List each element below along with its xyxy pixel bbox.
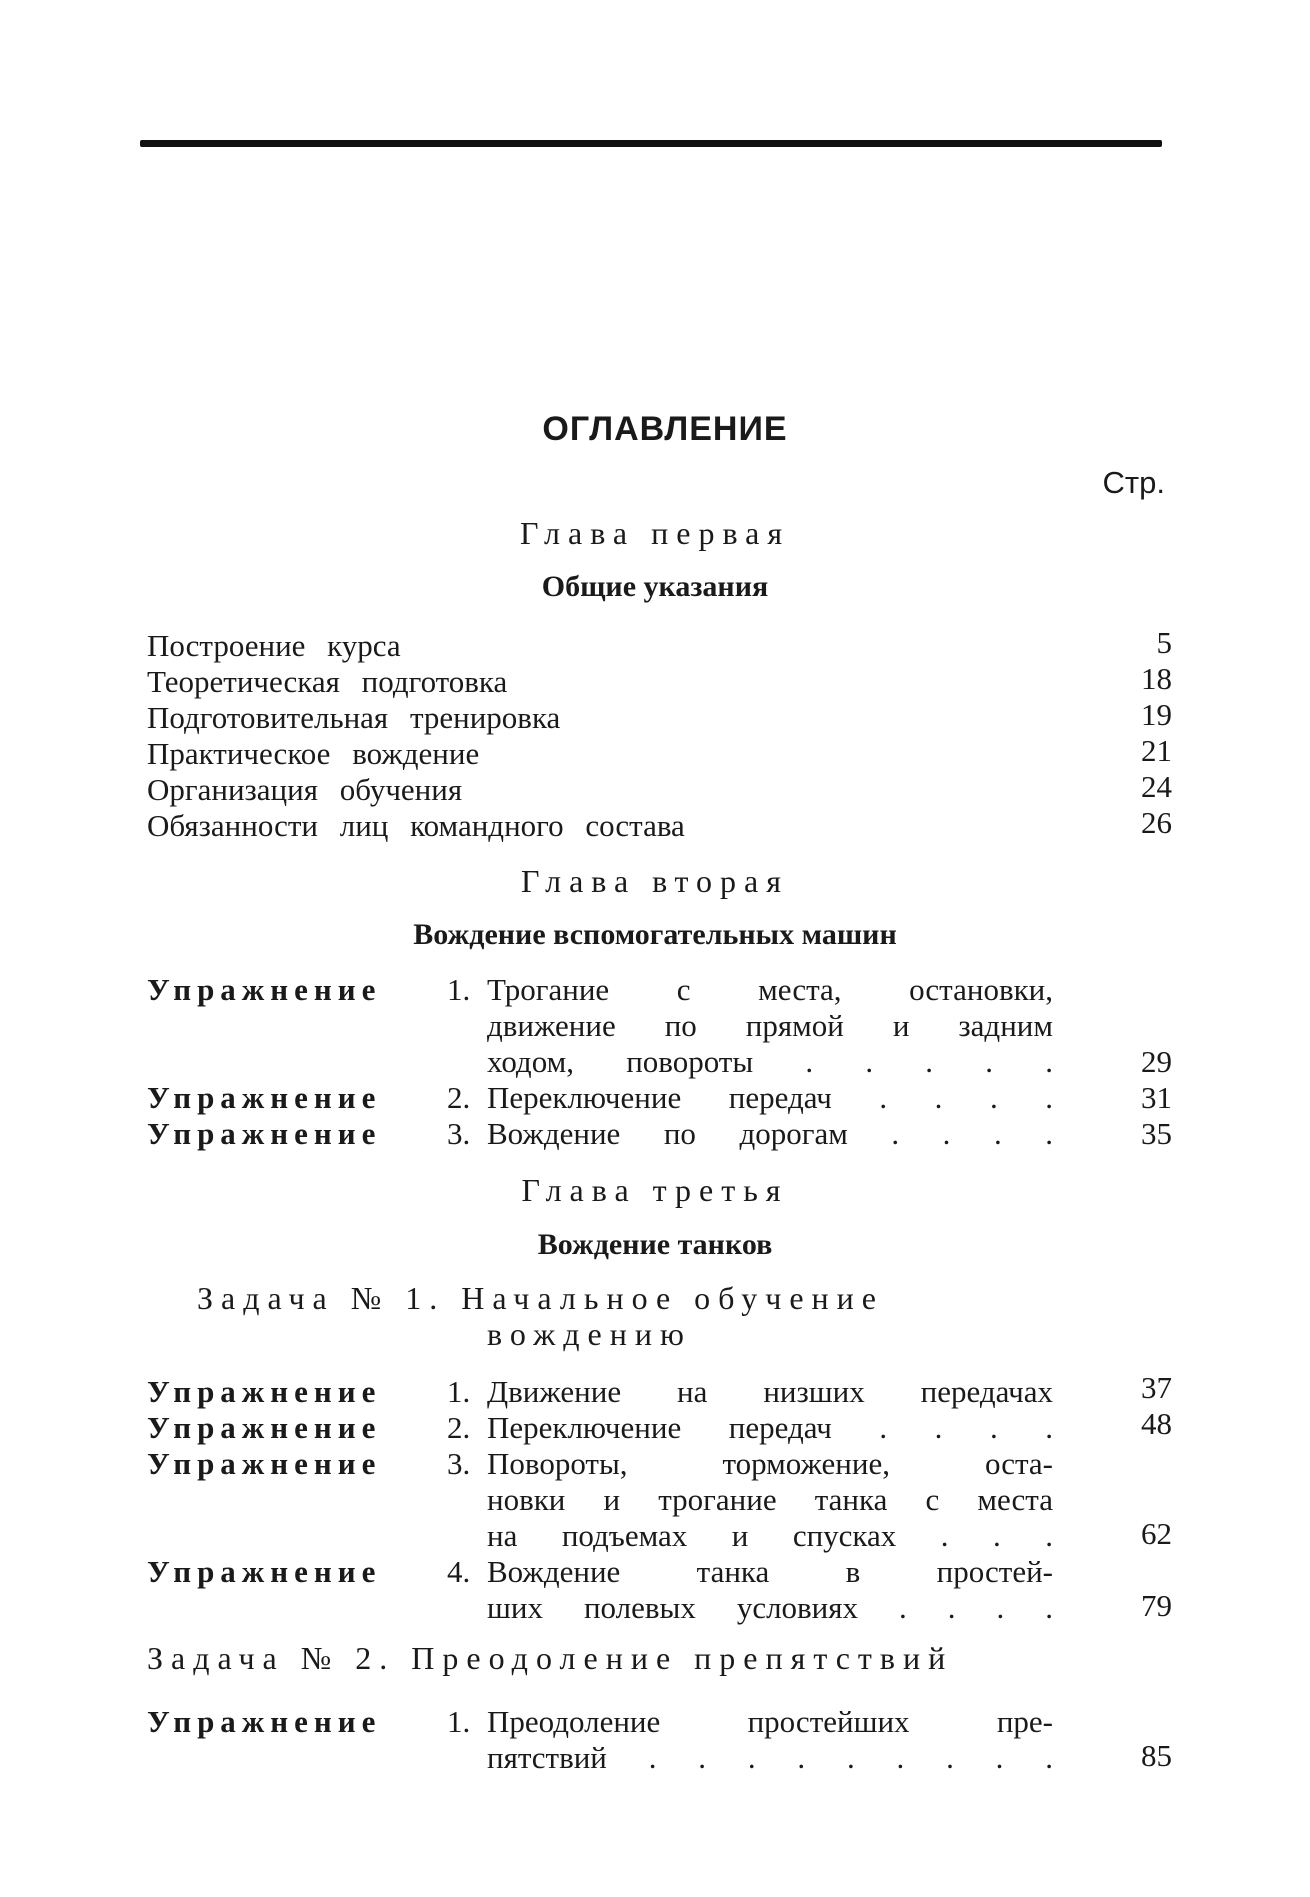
exercise-number: 2. [447, 1410, 471, 1445]
exercise-page: 35 [1141, 1116, 1172, 1151]
toc-entry [147, 661, 1172, 700]
exercise-page: 48 [1141, 1406, 1172, 1441]
exercise-label: Упражнение [147, 1080, 382, 1115]
toc-entry-page: 26 [1141, 805, 1172, 840]
exercise-text-line: Вождение танка в простей- [487, 1554, 1053, 1589]
exercise-text-line: Трогание с места, остановки, [487, 972, 1053, 1007]
exercise-entry [147, 1704, 1172, 1776]
exercise-label: Упражнение [147, 1374, 382, 1409]
exercise-entry [147, 972, 1172, 1080]
exercise-text-line: Вождение по дорогам . . . . [487, 1116, 1053, 1151]
task-1-number: Задача № 1. [197, 1280, 446, 1316]
toc-entry [147, 769, 1172, 808]
chapter-3-name: Вождение танков [537, 1228, 773, 1261]
chapter-1-name: Общие указания [541, 570, 769, 603]
exercise-text-line: Переключение передач . . . . [487, 1410, 1053, 1445]
exercise-page: 37 [1141, 1370, 1172, 1405]
exercise-number: 3. [447, 1446, 471, 1481]
exercise-entry [147, 1554, 1172, 1626]
exercise-label: Упражнение [147, 1410, 382, 1445]
toc-entry-page: 19 [1141, 697, 1172, 732]
exercise-number: 3. [447, 1116, 471, 1151]
task-2-number: Задача № 2. [147, 1640, 396, 1676]
exercise-text-line: Переключение передач . . . . [487, 1080, 1053, 1115]
exercise-number: 1. [447, 972, 471, 1007]
task-1-title-cont: вождению [487, 1316, 692, 1352]
chapter-3-label: Глава третья [521, 1172, 789, 1208]
toc-entry-text: Обязанности лиц командного состава [147, 808, 693, 843]
toc-entry-text: Практическое вождение [147, 736, 487, 771]
exercise-entry [147, 1406, 1172, 1446]
exercise-text-line: ходом, повороты . . . . . [487, 1044, 1053, 1079]
exercise-label: Упражнение [147, 1116, 382, 1151]
exercise-entry [147, 1116, 1172, 1152]
toc-entry-text: Теоретическая подготовка [147, 664, 515, 699]
task-2-title: Преодоление препятствий [411, 1640, 954, 1676]
exercise-number: 4. [447, 1554, 471, 1589]
exercise-page: 31 [1141, 1080, 1172, 1115]
exercise-entry [147, 1446, 1172, 1554]
exercise-text-line: ших полевых условиях . . . . [487, 1590, 1053, 1625]
toc-entry-page: 24 [1141, 769, 1172, 804]
toc-entry-text: Организация обучения [147, 772, 470, 807]
exercise-text-line: движение по прямой и задним [487, 1008, 1053, 1043]
exercise-label: Упражнение [147, 972, 382, 1007]
page-column-header: Стр. [1102, 465, 1165, 500]
chapter-2-label: Глава вторая [521, 863, 789, 899]
exercise-text-line: новки и трогание танка с места [487, 1482, 1053, 1517]
toc-entry [147, 697, 1172, 736]
exercise-page: 85 [1141, 1738, 1172, 1773]
task-1-title: Начальное обучение [461, 1280, 884, 1316]
toc-entry [147, 733, 1172, 772]
toc-entry [147, 625, 1172, 664]
toc-entry-page: 5 [1156, 625, 1172, 660]
exercise-text-line: пятствий . . . . . . . . . [487, 1740, 1053, 1775]
exercise-page: 29 [1141, 1044, 1172, 1079]
exercise-label: Упражнение [147, 1446, 382, 1481]
exercise-page: 79 [1141, 1588, 1172, 1623]
task-2-heading [147, 1640, 953, 1677]
toc-entry-page: 21 [1141, 733, 1172, 768]
toc-entry [147, 805, 1172, 844]
exercise-number: 1. [447, 1704, 471, 1739]
exercise-number: 1. [447, 1374, 471, 1409]
exercise-text-line: Преодоление простейших пре- [487, 1704, 1053, 1739]
chapter-1-label: Глава первая [519, 515, 791, 551]
exercise-text-line: Повороты, торможение, оста- [487, 1446, 1053, 1481]
toc-entry-text: Построение курса [147, 628, 409, 663]
exercise-label: Упражнение [147, 1704, 382, 1739]
exercise-entry [147, 1080, 1172, 1116]
toc-entry-text: Подготовительная тренировка [147, 700, 568, 735]
exercise-text-line: на подъемах и спусках . . . [487, 1518, 1053, 1553]
toc-entry-page: 18 [1141, 661, 1172, 696]
exercise-page: 62 [1141, 1516, 1172, 1551]
chapter-2-name: Вождение вспомогательных машин [413, 918, 897, 951]
exercise-label: Упражнение [147, 1554, 382, 1589]
top-rule [140, 140, 1162, 147]
page-title: ОГЛАВЛЕНИЕ [542, 410, 788, 448]
exercise-number: 2. [447, 1080, 471, 1115]
exercise-entry [147, 1370, 1172, 1410]
exercise-text-line: Движение на низших передачах [487, 1374, 1053, 1409]
task-1-heading [197, 1280, 884, 1317]
